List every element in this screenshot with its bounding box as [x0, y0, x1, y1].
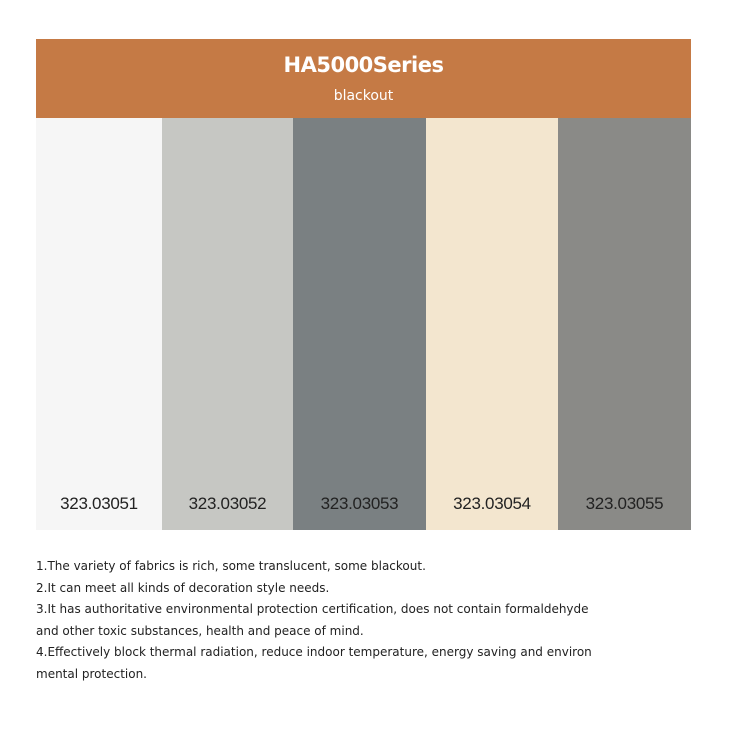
- swatch-5[interactable]: [558, 118, 691, 530]
- series-title: HA5000Series: [283, 53, 444, 77]
- swatch-1[interactable]: [36, 118, 162, 530]
- swatch-2[interactable]: [162, 118, 293, 530]
- swatch-code: 323.03053: [320, 494, 399, 513]
- color-swatches: [36, 118, 691, 530]
- swatch-code: 323.03055: [585, 494, 664, 513]
- note-line: 2.It can meet all kinds of decoration style needs.: [36, 580, 330, 595]
- note-line: 1.The variety of fabrics is rich, some translucent, some blackout.: [36, 559, 426, 573]
- swatch-3[interactable]: [293, 118, 426, 530]
- swatch-code: 323.03052: [188, 494, 267, 513]
- note-line: mental protection.: [36, 666, 147, 681]
- swatch-code: 323.03051: [60, 494, 138, 513]
- series-banner: [36, 39, 691, 118]
- swatch-4[interactable]: [426, 118, 558, 530]
- note-line: and other toxic substances, health and peace of mind.: [36, 623, 364, 638]
- series-subtitle: blackout: [333, 88, 394, 104]
- feature-notes: [36, 556, 656, 685]
- note-line: 3.It has authoritative environmental protection certification, does not contain formaldehyde: [36, 602, 589, 616]
- swatch-code: 323.03054: [453, 494, 531, 513]
- note-line: 4.Effectively block thermal radiation, reduce indoor temperature, energy saving and environ: [36, 645, 592, 659]
